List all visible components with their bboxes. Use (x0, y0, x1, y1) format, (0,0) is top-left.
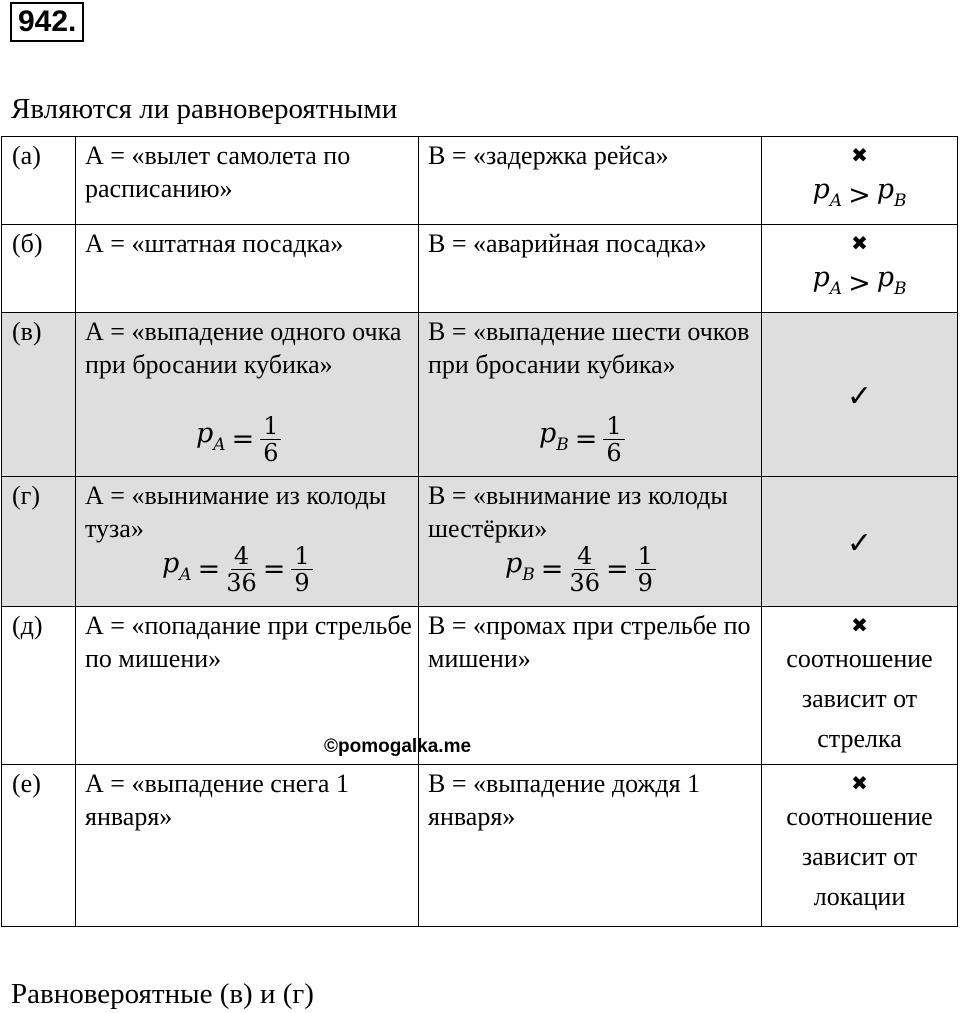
event-b-cell (419, 225, 762, 313)
cross-icon: ✖ (851, 613, 868, 637)
probability-formula-a: $p_A$ = $\frac{4}{36}$ = $\frac{1}{9}$ (162, 543, 313, 596)
task-number: 942. (10, 2, 84, 42)
event-b-cell (419, 137, 762, 225)
answer-note: соотношение зависит от локации (786, 802, 933, 911)
check-icon: ✓ (846, 379, 873, 414)
event-a-cell (76, 313, 419, 477)
answer-cell (762, 607, 958, 765)
event-a-text: А = «выпадение одного очка при бросании кубика» (85, 317, 402, 379)
probability-relation: $p_A$ > $p_B$ (812, 174, 907, 211)
event-a-cell (76, 225, 419, 313)
question-text: Являются ли равновероятными (11, 93, 398, 125)
answer-cell (762, 313, 958, 477)
event-a-text: А = «штатная посадка» (85, 229, 344, 258)
answer-cell (762, 225, 958, 313)
event-a-cell (76, 137, 419, 225)
event-a-text: А = «вынимание из колоды туза» (85, 481, 387, 543)
event-b-text: В = «аварийная посадка» (428, 229, 707, 258)
row-label: (б) (2, 225, 76, 313)
row-label: (в) (2, 313, 76, 477)
cross-icon: ✖ (851, 143, 868, 167)
event-b-text: В = «выпадение шести очков при бросании кубика» (428, 317, 750, 379)
event-a-cell (76, 765, 419, 927)
event-a-cell (76, 477, 419, 607)
event-a-text: А = «вылет самолета по расписанию» (85, 141, 351, 203)
event-b-cell (419, 313, 762, 477)
event-b-text: В = «вынимание из колоды шестёрки» (428, 481, 728, 543)
events-table (1, 136, 958, 927)
event-b-text: В = «промах при стрельбе по мишени» (428, 611, 751, 673)
table-row (2, 137, 958, 225)
table-row (2, 225, 958, 313)
cross-icon: ✖ (851, 771, 868, 795)
table-row (2, 477, 958, 607)
probability-relation: $p_A$ > $p_B$ (812, 262, 907, 299)
table-row (2, 765, 958, 927)
table-row (2, 607, 958, 765)
probability-formula-b: $p_B$ = $\frac{4}{36}$ = $\frac{1}{9}$ (505, 543, 656, 596)
row-label: (е) (2, 765, 76, 927)
row-label: (г) (2, 477, 76, 607)
event-a-text: А = «выпадение снега 1 января» (85, 769, 349, 831)
event-b-cell (419, 765, 762, 927)
event-b-cell (419, 477, 762, 607)
cross-icon: ✖ (851, 231, 868, 255)
check-icon: ✓ (846, 526, 873, 561)
probability-formula-a: $p_A$ = $\frac{1}{6}$ (196, 413, 281, 466)
conclusion-text: Равновероятные (в) и (г) (11, 978, 314, 1010)
row-label: (а) (2, 137, 76, 225)
answer-note: соотношение зависит от стрелка (786, 644, 933, 753)
probability-formula-b: $p_B$ = $\frac{1}{6}$ (539, 413, 625, 466)
answer-cell (762, 477, 958, 607)
answer-cell (762, 137, 958, 225)
event-b-text: В = «выпадение дождя 1 января» (428, 769, 701, 831)
table-row (2, 313, 958, 477)
answer-cell (762, 765, 958, 927)
watermark: ©pomogalka.me (324, 736, 472, 757)
event-b-text: В = «задержка рейса» (428, 141, 669, 170)
row-label: (д) (2, 607, 76, 765)
event-a-text: А = «попадание при стрельбе по мишени» (85, 611, 412, 673)
